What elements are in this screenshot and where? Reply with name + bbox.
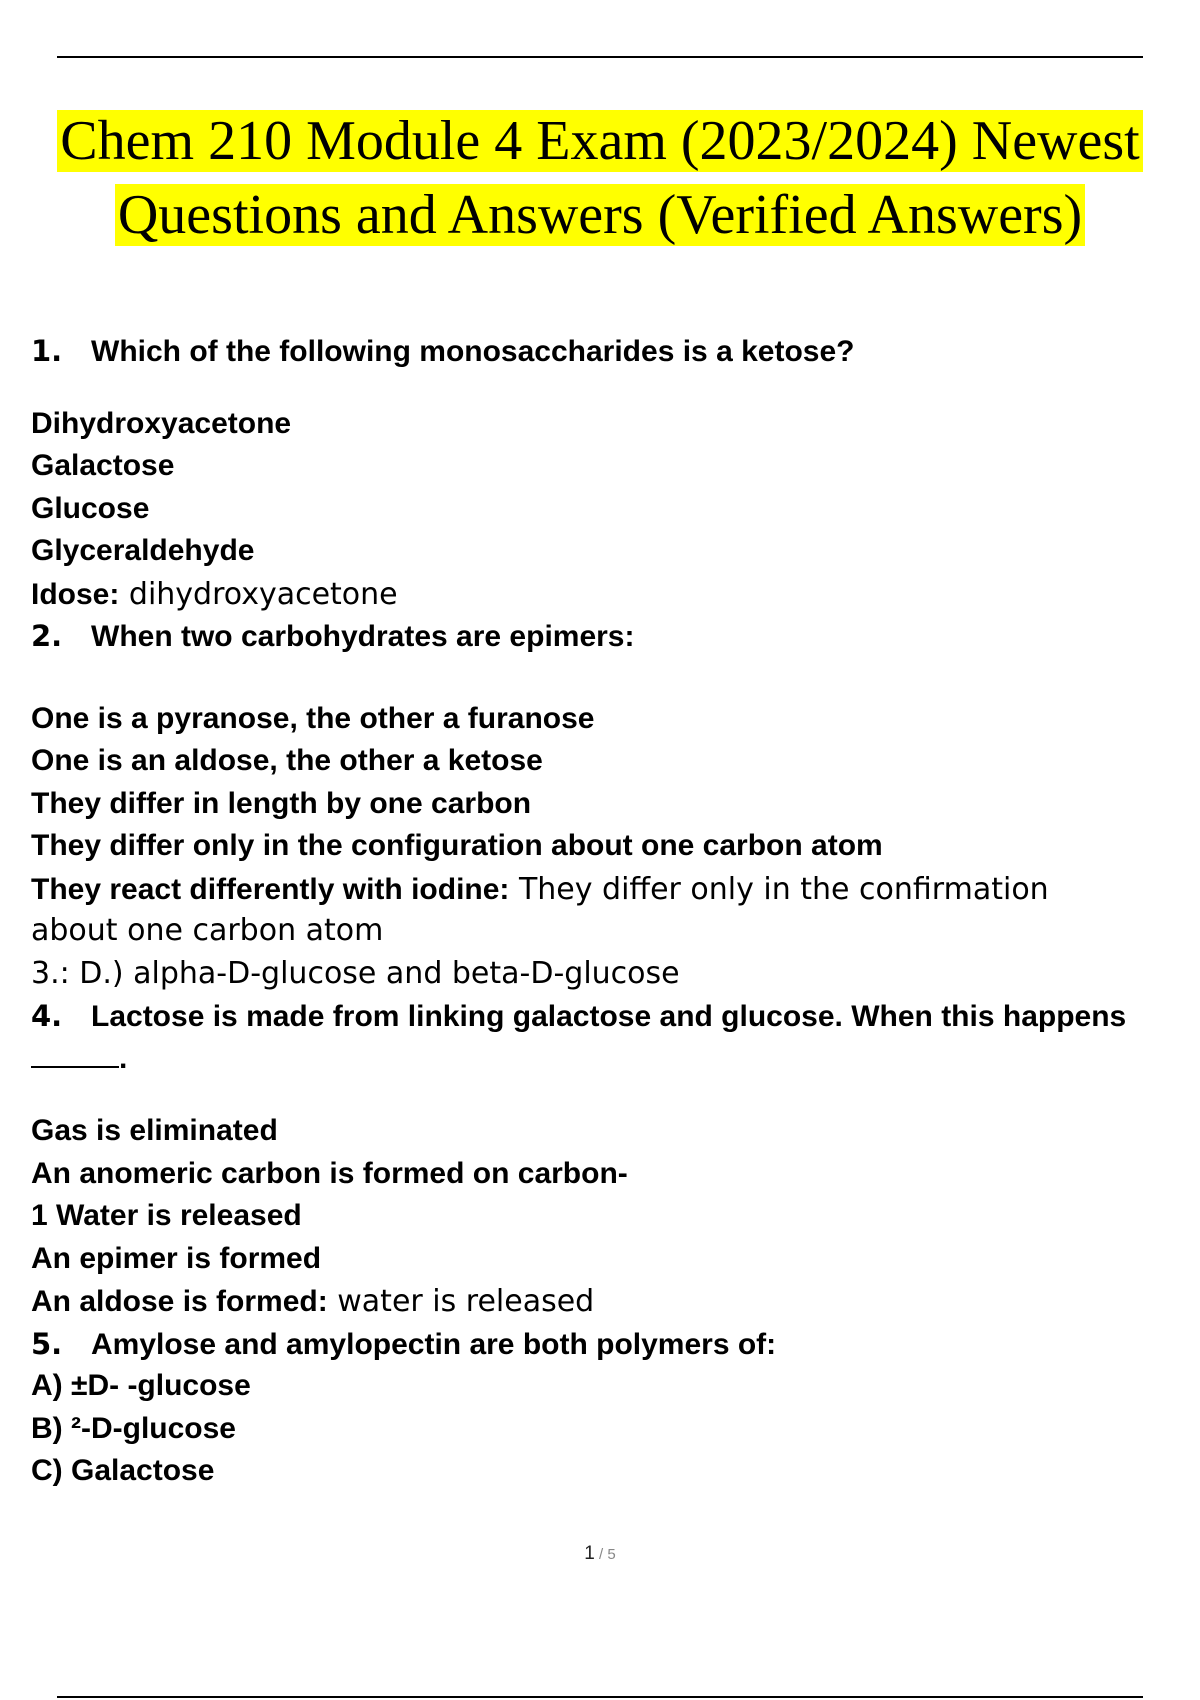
answer: water is released (327, 1284, 595, 1319)
option: They differ in length by one carbon (31, 786, 532, 820)
blank-underline (31, 1042, 119, 1068)
question-number: 2. (31, 619, 63, 653)
option: One is a pyranose, the other a furanose (31, 701, 595, 735)
page-indicator (0, 1543, 1200, 1565)
question-text: Amylose and amylopectin are both polymers of: (91, 1327, 777, 1361)
top-rule (57, 56, 1143, 58)
option: An epimer is formed (31, 1241, 322, 1275)
option: They react differently with iodine: (31, 872, 510, 906)
option: Dihydroxyacetone (31, 406, 292, 440)
option: C) Galactose (31, 1454, 215, 1487)
answer: dihydroxyacetone (119, 576, 398, 612)
question-4 (31, 995, 1200, 1038)
option: Glyceraldehyde (31, 534, 255, 567)
option: They differ only in the configuration about one carbon atom (31, 829, 883, 862)
question-text: Lactose is made from linking galactose and glucose. When this happens (91, 1000, 1127, 1033)
option: 1 Water is released (31, 1199, 302, 1232)
option: A) ±D- -glucose (31, 1369, 251, 1402)
document-title (0, 104, 1200, 252)
blank-end: . (119, 1041, 128, 1075)
title-line-1: Chem 210 Module 4 Exam (2023/2024) Newest (57, 110, 1142, 172)
question-5 (31, 1323, 1200, 1366)
option: An anomeric carbon is formed on carbon- (31, 1156, 628, 1190)
question-3-answer: 3.: D.) alpha-D-glucose and beta-D-glucose (31, 955, 680, 991)
question-list (31, 330, 1200, 1493)
answer-continued: about one carbon atom (31, 913, 384, 948)
page-current: 1 (584, 1543, 595, 1564)
page-total: 5 (607, 1546, 616, 1563)
question-1 (31, 330, 1200, 373)
option: Idose: (31, 577, 120, 611)
question-text: Which of the following monosaccharides is a ketose? (91, 335, 855, 368)
option: One is an aldose, the other a ketose (31, 744, 543, 777)
question-number: 1. (31, 334, 63, 368)
question-text: When two carbohydrates are epimers: (91, 620, 635, 653)
fill-in-blank (31, 1038, 1200, 1081)
title-line-2: Questions and Answers (Verified Answers) (115, 184, 1085, 246)
question-number: 5. (31, 1326, 63, 1361)
answer-line (31, 868, 1200, 911)
answer-line (31, 573, 1200, 616)
bottom-rule (57, 1696, 1143, 1698)
option: B) ²-D-glucose (31, 1411, 236, 1445)
option: Glucose (31, 491, 150, 525)
option: Gas is eliminated (31, 1114, 278, 1147)
answer-line (31, 1280, 1200, 1323)
option: An aldose is formed: (31, 1285, 328, 1318)
option: Galactose (31, 449, 175, 482)
page-separator: / (594, 1546, 608, 1563)
answer: They differ only in the confirmation (509, 871, 1049, 907)
question-number: 4. (31, 999, 63, 1033)
question-2 (31, 615, 1200, 658)
